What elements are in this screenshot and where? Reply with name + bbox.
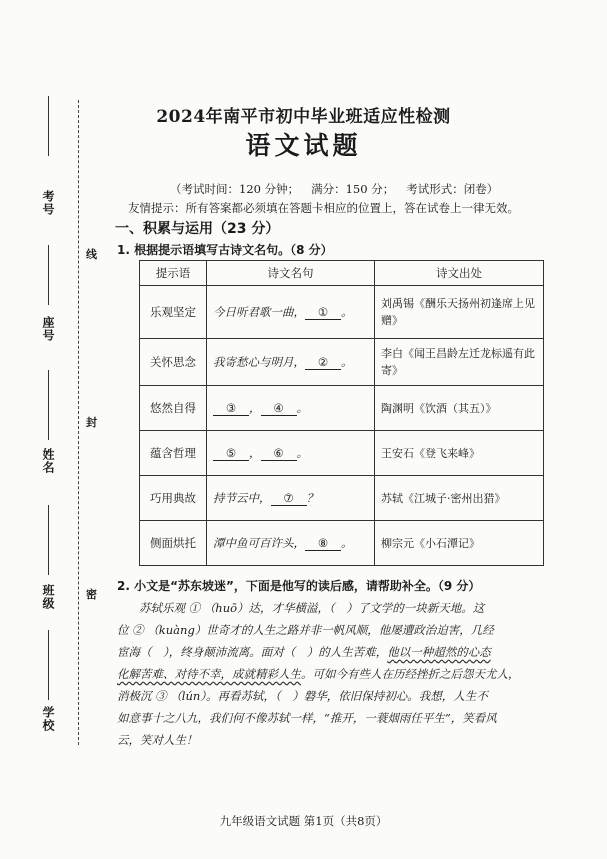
row-line	[207, 431, 375, 476]
table-row	[140, 476, 544, 521]
line-sep: ，	[249, 446, 261, 460]
row-hint: 蕴含哲理	[140, 431, 207, 476]
line-text: 持节云中，	[213, 491, 271, 505]
name-label: 姓名	[41, 448, 55, 474]
exam-no-label: 考号	[41, 190, 55, 216]
question-2-passage	[117, 597, 547, 751]
line-end: 。	[341, 305, 353, 319]
row-source: 陶渊明《饮酒（其五）》	[375, 386, 544, 431]
exam-name: 2024年南平市初中毕业班适应性检测	[156, 107, 451, 127]
passage-text: 宦海（ ），终身颠沛流离。面对（ ）的人生苦难，	[117, 645, 388, 659]
binding-dashed-line	[78, 100, 79, 745]
row-line	[207, 286, 375, 339]
row-line	[207, 339, 375, 386]
row-line	[207, 521, 375, 566]
header-source: 诗文出处	[375, 261, 544, 286]
class-label: 班级	[41, 584, 55, 610]
school-label: 学校	[41, 706, 55, 732]
table-header-row	[140, 261, 544, 286]
table-row	[140, 339, 544, 386]
line-sep: ，	[249, 401, 261, 415]
row-hint: 巧用典故	[140, 476, 207, 521]
header-line: 诗文名句	[207, 261, 375, 286]
answer-blank: ②	[305, 355, 341, 370]
row-source: 王安石《登飞来峰》	[375, 431, 544, 476]
answer-blank: ③	[213, 401, 249, 416]
answer-blank: ⑧	[305, 536, 341, 551]
line-text: 潭中鱼可百许头，	[213, 536, 305, 550]
exam-time: （考试时间：120 分钟；	[170, 182, 300, 196]
row-source: 刘禹锡《酬乐天扬州初逢席上见赠》	[375, 286, 544, 339]
section-title: 一、积累与运用（23 分）	[115, 221, 280, 237]
exam-score: 满分：150 分；	[311, 182, 395, 196]
wavy-underline-text: 化解苦难、对待不幸，成就精彩人生	[117, 667, 301, 681]
row-hint: 乐观坚定	[140, 286, 207, 339]
exam-info	[170, 181, 498, 197]
row-hint: 关怀思念	[140, 339, 207, 386]
answer-blank: ①	[305, 305, 341, 320]
passage-line: 如意事十之八九，我们何不像苏轼一样，“推开，一蓑烟雨任平生”，笑看风	[117, 711, 497, 725]
question-1-title: 1. 根据提示语填写古诗文名句。（8 分）	[117, 243, 333, 257]
line-end: 。	[296, 446, 308, 460]
exam-form: 考试形式：闭卷）	[406, 182, 499, 196]
row-source: 柳宗元《小石潭记》	[375, 521, 544, 566]
line-text: 今日听君歌一曲，	[213, 305, 305, 319]
passage-line	[117, 641, 547, 663]
row-line	[207, 386, 375, 431]
binding-char-xian: 线	[86, 248, 97, 261]
row-source: 李白《闻王昌龄左迁龙标遥有此寄》	[375, 339, 544, 386]
row-hint: 悠然自得	[140, 386, 207, 431]
school-rule	[48, 630, 49, 700]
table-row	[140, 521, 544, 566]
row-hint: 侧面烘托	[140, 521, 207, 566]
passage-line: 位 ② （kuàng）世奇才的人生之路并非一帆风顺，他屡遭政治迫害，几经	[117, 623, 494, 637]
table-row	[140, 431, 544, 476]
notice: 友情提示：所有答案都必须填在答题卡相应的位置上，答在试卷上一律无效。	[128, 201, 519, 215]
line-end: 。	[296, 401, 308, 415]
binding-char-mi: 密	[86, 588, 97, 601]
answer-blank: ⑤	[213, 446, 249, 461]
passage-line: 苏轼乐观 ① （huō）达，才华横溢，（ ）了文学的一块新天地。这	[139, 601, 485, 615]
answer-blank: ⑥	[261, 446, 297, 461]
passage-line: 消极沉 ③ （lún）。再看苏轼，（ ）磐华，依旧保持初心。我想，人生不	[117, 689, 488, 703]
name-rule	[48, 370, 49, 440]
header-hint: 提示语	[140, 261, 207, 286]
binding-char-feng: 封	[86, 416, 97, 429]
line-text: 我寄愁心与明月，	[213, 355, 305, 369]
exam-title: 语文试题	[245, 131, 362, 160]
row-line	[207, 476, 375, 521]
line-end: 。	[341, 536, 353, 550]
page-footer: 九年级语文试题 第1页（共8页）	[219, 814, 388, 828]
answer-blank: ④	[261, 401, 297, 416]
line-end: 。	[341, 355, 353, 369]
poem-table	[139, 260, 544, 566]
table-row	[140, 386, 544, 431]
row-source: 苏轼《江城子·密州出猎》	[375, 476, 544, 521]
class-rule	[48, 505, 49, 575]
question-2-title: 2. 小文是“苏东坡迷”，下面是他写的读后感，请帮助补全。（9 分）	[117, 579, 481, 593]
table-row	[140, 286, 544, 339]
line-end: ？	[306, 491, 318, 505]
wavy-underline-text: 他以一种超然的心态	[387, 645, 491, 659]
passage-line: 云，笑对人生！	[117, 733, 198, 747]
answer-blank: ⑦	[271, 491, 307, 506]
seat-no-label: 座号	[41, 316, 55, 342]
passage-line: 化解苦难、对待不幸，成就精彩人生。可如今有些人在历经挫折之后怨天尤人，	[117, 667, 520, 681]
seat-no-rule	[48, 245, 49, 305]
